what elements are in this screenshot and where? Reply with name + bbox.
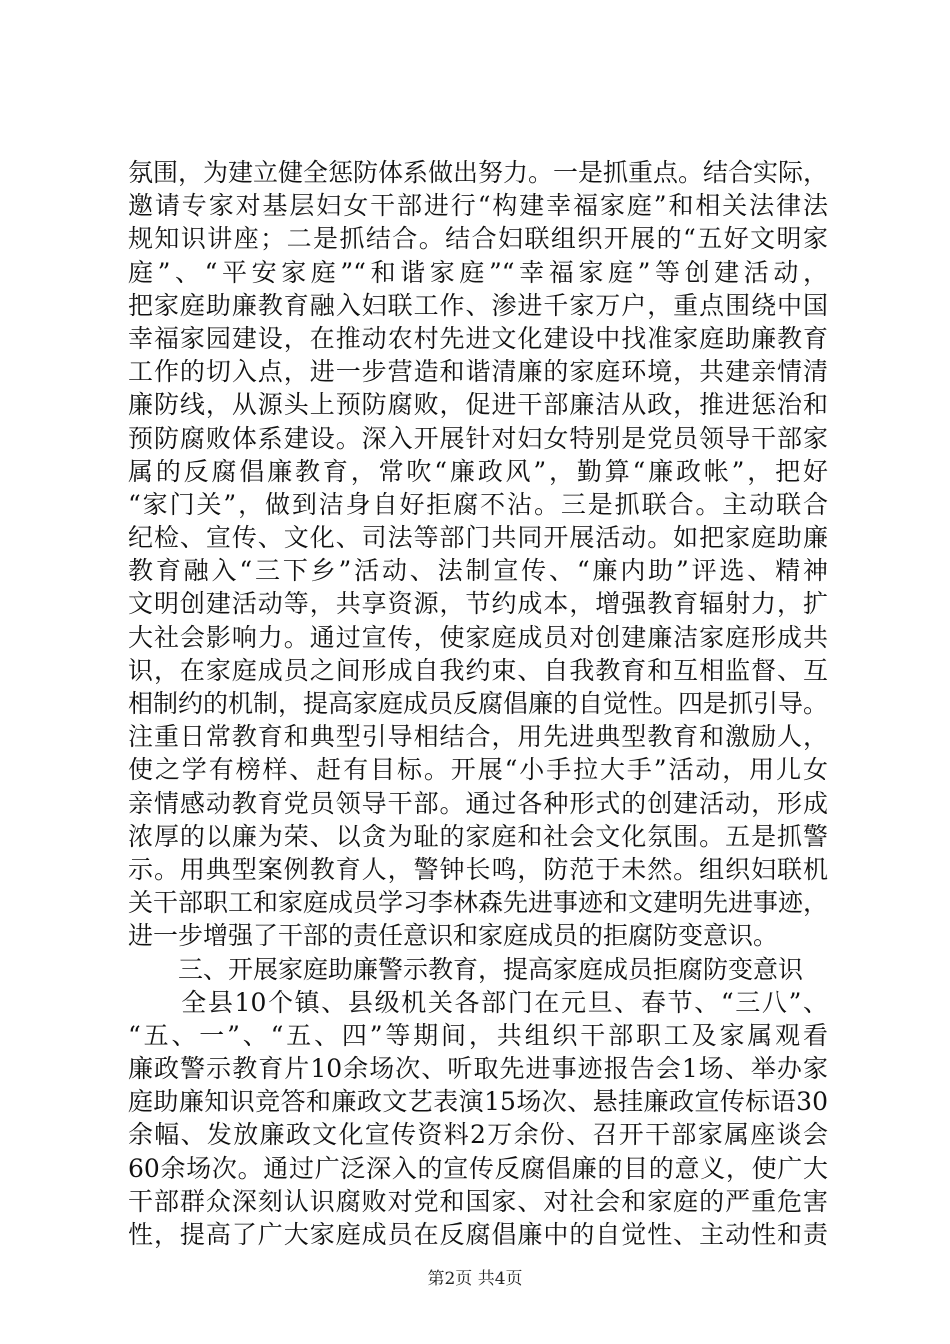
text-line: 识，在家庭成员之间形成自我约束、自我教育和互相监督、互 — [128, 655, 828, 685]
text-line: 示。用典型案例教育人，警钟长鸣，防范于未然。组织妇联机 — [128, 854, 828, 884]
document-body — [128, 156, 828, 1251]
text-line: “家门关”，做到洁身自好拒腐不沾。三是抓联合。主动联合 — [128, 489, 828, 519]
text-line: 庭助廉知识竞答和廉政文艺表演15场次、悬挂廉政宣传标语30 — [128, 1087, 828, 1117]
text-line: 属的反腐倡廉教育，常吹“廉政风”，勤算“廉政帐”，把好 — [128, 456, 828, 486]
text-line: 干部群众深刻认识腐败对党和国家、对社会和家庭的严重危害 — [128, 1186, 828, 1216]
text-line: 相制约的机制，提高家庭成员反腐倡廉的自觉性。四是抓引导。 — [128, 689, 828, 718]
text-line: 亲情感动教育党员领导干部。通过各种形式的创建活动，形成 — [128, 788, 828, 818]
text-line: 关干部职工和家庭成员学习李林森先进事迹和文建明先进事迹， — [128, 888, 828, 918]
text-line: 余幅、发放廉政文化宣传资料2万余份、召开干部家属座谈会 — [128, 1120, 828, 1150]
text-line: 邀请专家对基层妇女干部进行“构建幸福家庭”和相关法律法 — [128, 191, 828, 221]
text-line: 把家庭助廉教育融入妇联工作、渗进千家万户，重点围绕中国 — [128, 290, 828, 320]
page-number-footer: 第2页 共4页 — [427, 1269, 523, 1289]
text-line: 规知识讲座；二是抓结合。结合妇联组织开展的“五好文明家 — [128, 224, 828, 254]
text-line: 注重日常教育和典型引导相结合，用先进典型教育和激励人， — [128, 722, 828, 752]
text-line: 60余场次。通过广泛深入的宣传反腐倡廉的目的意义，使广大 — [128, 1153, 828, 1183]
text-line: “五、一”、“五、四”等期间，共组织干部职工及家属观看 — [128, 1020, 828, 1050]
text-line: 教育融入“三下乡”活动、法制宣传、“廉内助”评选、精神 — [128, 556, 828, 586]
text-line: 浓厚的以廉为荣、以贪为耻的家庭和社会文化氛围。五是抓警 — [128, 821, 828, 851]
text-line: 预防腐败体系建设。深入开展针对妇女特别是党员领导干部家 — [128, 423, 828, 453]
text-line: 使之学有榜样、赶有目标。开展“小手拉大手”活动，用儿女 — [128, 755, 828, 785]
paragraph-end-line: 进一步增强了干部的责任意识和家庭成员的拒腐防变意识。 — [128, 921, 779, 951]
text-line: 性，提高了广大家庭成员在反腐倡廉中的自觉性、主动性和责 — [128, 1220, 828, 1249]
text-line: 廉防线，从源头上预防腐败，促进干部廉洁从政，推进惩治和 — [128, 390, 828, 420]
text-line: 庭”、“平安家庭”“和谐家庭”“幸福家庭”等创建活动， — [128, 257, 828, 287]
text-line: 工作的切入点，进一步营造和谐清廉的家庭环境，共建亲情清 — [128, 357, 828, 387]
text-line: 纪检、宣传、文化、司法等部门共同开展活动。如把家庭助廉 — [128, 523, 828, 553]
text-line: 大社会影响力。通过宣传，使家庭成员对创建廉洁家庭形成共 — [128, 622, 828, 652]
text-line: 氛围，为建立健全惩防体系做出努力。一是抓重点。结合实际， — [128, 158, 828, 187]
text-line: 文明创建活动等，共享资源，节约成本，增强教育辐射力，扩 — [128, 589, 828, 619]
text-line: 廉政警示教育片10余场次、听取先进事迹报告会1场、举办家 — [128, 1054, 828, 1084]
section-heading: 三、开展家庭助廉警示教育，提高家庭成员拒腐防变意识 — [128, 954, 804, 984]
paragraph-first-line: 全县10个镇、县级机关各部门在元旦、春节、“三八”、 — [128, 987, 828, 1017]
text-line: 幸福家园建设，在推动农村先进文化建设中找准家庭助廉教育 — [128, 323, 828, 353]
